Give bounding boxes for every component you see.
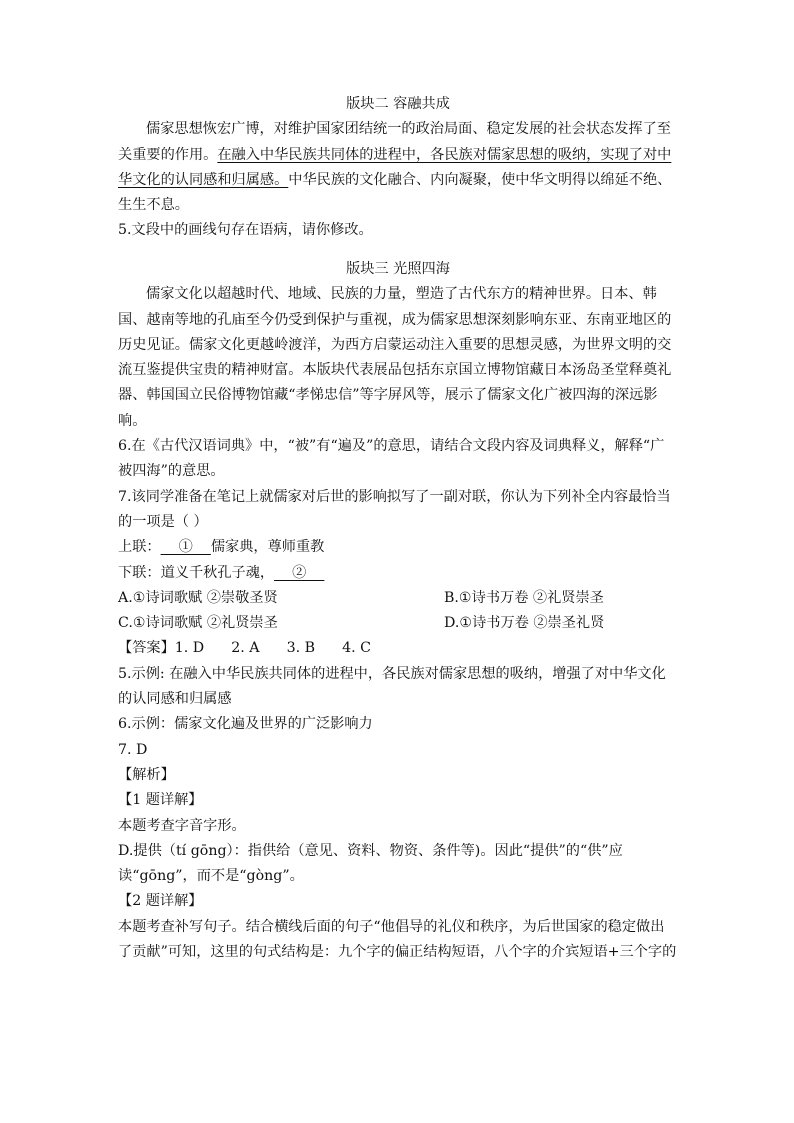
analysis-label: 【解析】 bbox=[118, 766, 175, 783]
option-d: D.①诗书万卷 ②崇圣礼贤 bbox=[444, 615, 605, 632]
question-5: 5.文段中的画线句存在语病，请你修改。 bbox=[118, 222, 373, 239]
answer-label: 【答案】 bbox=[118, 640, 175, 657]
question-7-stem: 7.该同学准备在笔记上就儒家对后世的影响拟写了一副对联，你认为下列补全内容最恰当的一项是（ ） bbox=[118, 488, 671, 530]
section-3 bbox=[118, 257, 678, 965]
couplet-upper bbox=[118, 535, 678, 560]
detail-1-line-1: 本题考查字音字形。 bbox=[118, 817, 246, 834]
detail-2-line-1: 本题考查补写句子。结合横线后面的句子“他倡导的礼仪和秩序，为后世国家的稳定做出了贡献”可知，这里的句式结构是：九个字的偏正结构短语，八个字的介宾短语+三个字的 bbox=[118, 918, 677, 961]
detail-1-line-2: D.提供（tí gōng）：指供给（意见、资料、物资、条件等)。因此“提供”的“供”应读“gōng”，而不是“gòng”。 bbox=[118, 842, 623, 885]
answer-items: 1. D 2. A 3. B 4. C bbox=[174, 640, 372, 657]
option-b: B.①诗书万卷 ②礼贤崇圣 bbox=[444, 589, 604, 606]
detail-1-label: 【1 题详解】 bbox=[118, 792, 203, 809]
option-a: A.①诗词歌赋 ②崇敬圣贤 bbox=[118, 589, 278, 606]
couplet-upper-label: 上联： bbox=[118, 539, 161, 556]
section-2-paragraph bbox=[118, 117, 678, 218]
blank-1: ① bbox=[160, 539, 211, 556]
paragraph-text: 儒家思想恢宏广博，对维护国家团结统一的政治局面、稳定发展的社会状态发挥了至关重要的作用。 bbox=[118, 121, 671, 163]
section-2-title: 版块二 容融共成 bbox=[346, 96, 450, 112]
couplet-lower bbox=[118, 561, 678, 586]
question-6: 6.在《古代汉语词典》中，“被”有“遍及”的意思，请结合文段内容及词典释义，解释“广被四海”的意思。 bbox=[118, 438, 665, 480]
blank-2: ② bbox=[274, 564, 325, 581]
section-3-title: 版块三 光照四海 bbox=[346, 261, 450, 277]
options-row-2 bbox=[118, 611, 678, 636]
section-3-paragraph: 儒家文化以超越时代、地域、民族的力量，塑造了古代东方的精神世界。日本、韩国、越南等地的孔庙至今仍受到保护与重视，成为儒家思想深刻影响东亚、东南亚地区的历史见证。儒家文化更越岭渡洋，为西方启蒙运动注入重要的思想灵感，为世界文明的交流互鉴提供宝贵的精神财富。本版块代表展品包括东京国立博物馆藏日本汤岛圣堂释奠礼器、韩国国立民俗博物馆藏“孝悌忠信”等字屏风等，展示了儒家文化广被四海的深远影响。 bbox=[118, 286, 672, 429]
option-c: C.①诗词歌赋 ②礼贤崇圣 bbox=[118, 615, 278, 632]
answer-5: 5.示例: 在融入中华民族共同体的进程中，各民族对儒家思想的吸纳，增强了对中华文化的认同感和归属感 bbox=[118, 665, 666, 708]
answer-7: 7. D bbox=[118, 741, 148, 758]
answer-6: 6.示例：儒家文化遍及世界的广泛影响力 bbox=[118, 716, 373, 733]
underlined-sentence: 在融入中华民族共同体的进程中，各民族对儒家思想的吸纳，实现了对中华文化的认同感和归属感。 bbox=[118, 146, 672, 188]
options-row-1 bbox=[118, 586, 678, 611]
couplet-upper-text: 儒家典，尊师重教 bbox=[210, 539, 325, 556]
section-2 bbox=[118, 92, 678, 244]
detail-2-label: 【2 题详解】 bbox=[118, 893, 203, 910]
couplet-lower-text: 下联：道义千秋孔子魂， bbox=[118, 564, 275, 581]
answer-line bbox=[118, 636, 678, 661]
paragraph-text: 中华民族的文化融合、内向凝聚，使中华文明得以绵延不绝、生生不息。 bbox=[118, 171, 672, 214]
